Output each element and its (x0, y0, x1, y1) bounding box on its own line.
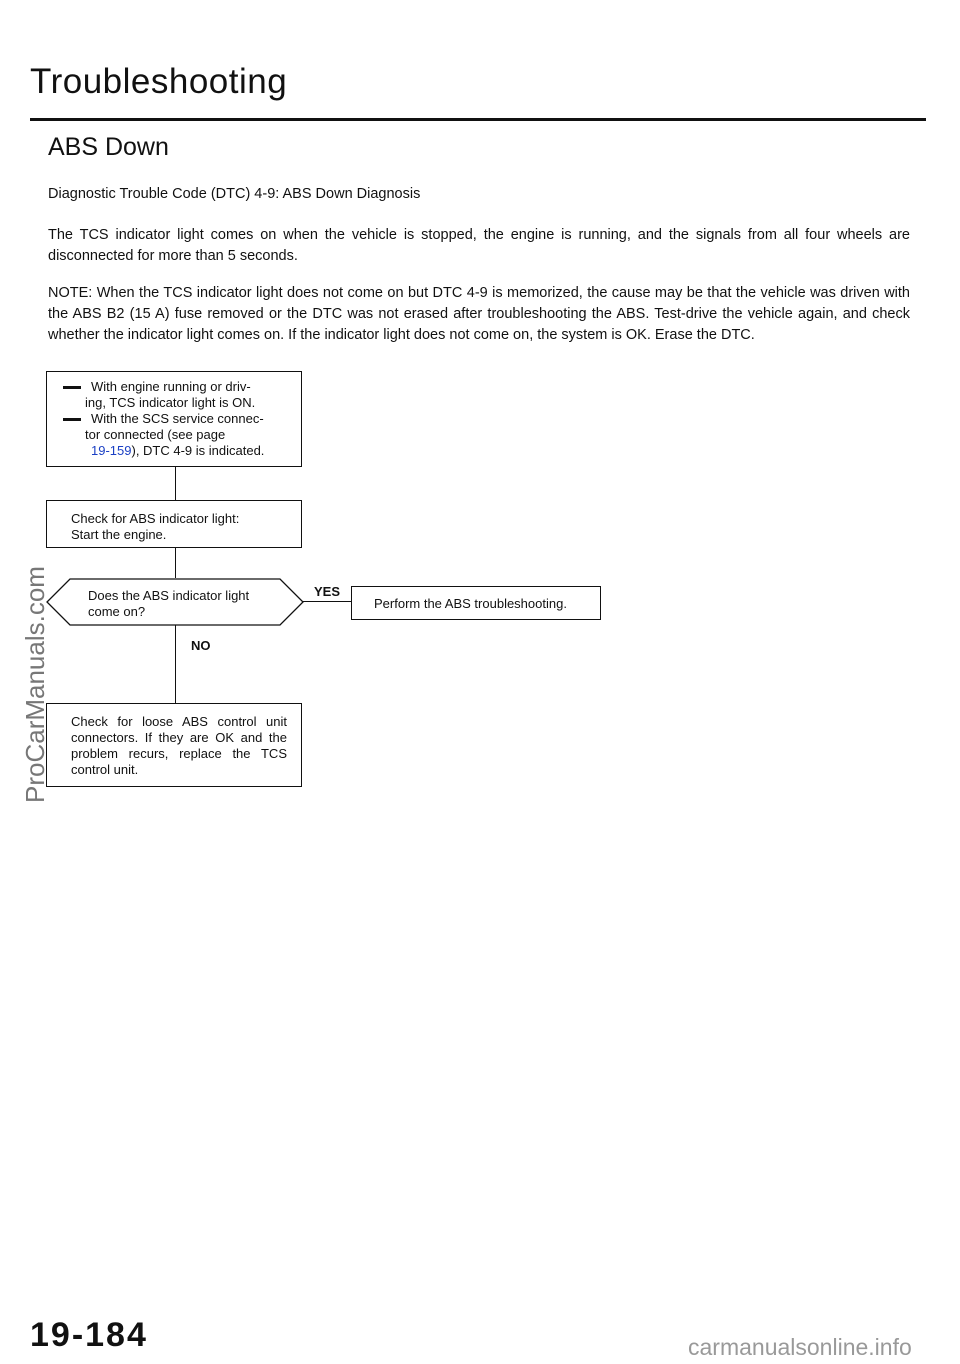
note-paragraph: NOTE: When the TCS indicator light does not come on but DTC 4-9 is memorized, the cause may be that the vehicle was driven with the ABS B2 (15 A) fuse removed or the DTC was not erased after troubleshooting the ABS. Test-drive the vehicle again, and check whether the indicator light comes on. If the indicator light does not come on, the system is OK. Erase the DTC. (48, 285, 910, 343)
bullet-item (55, 379, 293, 395)
page-link[interactable]: 19-159 (91, 443, 132, 458)
connector-line (175, 467, 176, 500)
bullet-item (55, 411, 293, 427)
bullet-text: ing, TCS indicator light is ON. (85, 395, 256, 410)
no-action-text: Check for loose ABS control unit connectors. If they are OK and the problem recurs, replace the TCS control unit. (71, 714, 287, 777)
dtc-heading: Diagnostic Trouble Code (DTC) 4-9: ABS Down Diagnosis (48, 186, 421, 202)
no-label: NO (191, 638, 211, 653)
decision-line: Does the ABS indicator light (88, 588, 250, 603)
title-rule (30, 118, 926, 121)
description-paragraph: The TCS indicator light comes on when the vehicle is stopped, the engine is running, and the signals from all four wheels are disconnected for more than 5 seconds. (48, 227, 910, 264)
yes-action-text: Perform the ABS troubleshooting. (374, 596, 567, 611)
check-text: Start the engine. (71, 527, 167, 542)
yes-label: YES (314, 584, 341, 599)
page-title: Troubleshooting (30, 62, 288, 101)
decision-line: come on? (88, 604, 146, 619)
connector-line (175, 548, 176, 578)
bullet-text-line (55, 443, 293, 459)
bullet-text: With engine running or driv- (91, 379, 251, 394)
decision-text (88, 588, 249, 620)
bullet-dash (63, 386, 81, 389)
watermark-bottom: carmanualsonline.info (688, 1334, 912, 1360)
bullet-text: tor connected (see page (85, 427, 226, 442)
flow-start-box (46, 371, 302, 467)
bullet-dash (63, 418, 81, 421)
section-title: ABS Down (48, 133, 169, 161)
watermark-left: ProCarManuals.com (20, 566, 50, 803)
page-number: 19-184 (30, 1316, 148, 1354)
bullet-text: ), DTC 4-9 is indicated. (131, 443, 265, 458)
check-text: Check for ABS indicator light: (71, 511, 240, 526)
connector-line-yes (303, 601, 351, 602)
flow-no-action-box (46, 703, 302, 787)
flow-yes-action-box (351, 586, 601, 620)
connector-line (175, 625, 176, 703)
bullet-text: With the SCS service connec- (91, 411, 264, 426)
flow-check-box (46, 500, 302, 548)
